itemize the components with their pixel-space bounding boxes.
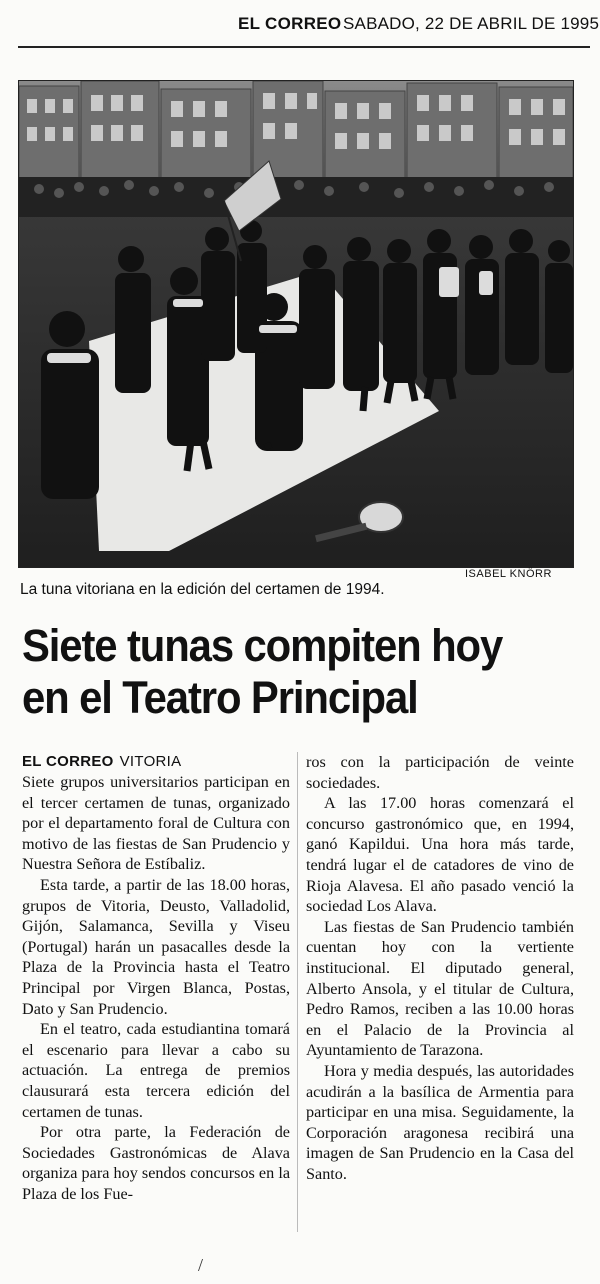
header-rule xyxy=(18,46,590,48)
article-column-left xyxy=(22,752,290,1204)
newspaper-brand: EL CORREO xyxy=(238,14,342,33)
headline xyxy=(22,620,543,724)
byline xyxy=(22,752,290,772)
paragraph: Por otra parte, la Federación de Sociedades Gastronómicas de Alava organiza para hoy sendos concursos en la Plaza de los Fue- xyxy=(22,1123,290,1203)
byline-city: VITORIA xyxy=(119,753,182,770)
page-header xyxy=(0,10,600,44)
paragraph: Hora y media después, las autoridades acudirán a la basílica de Armentia para participar en una misa. Seguidamente, la Corporación aragonesa recibirá una imagen de San Prudencio en la Casa del Santo. xyxy=(306,1061,574,1183)
news-photo xyxy=(18,80,574,568)
paragraph: Las fiestas de San Prudencio también cuentan hoy con la vertiente institucional. El diputado general, Alberto Ansola, y el titular de Cultura, Pedro Ramos, reciben a las 10.00 horas en el Palacio de la Provincia al Ayuntamiento de Tarazona. xyxy=(306,917,574,1060)
paragraph: A las 17.00 horas comenzará el concurso gastronómico que, en 1994, ganó Kapildui. Una hora más tarde, tendrá lugar el de catadores de vino de Rioja Alavesa. El año pasado venció la sociedad Los Alava. xyxy=(306,794,574,916)
column-divider xyxy=(297,752,298,1232)
paragraph: Esta tarde, a partir de las 18.00 horas, grupos de Vitoria, Deusto, Valladolid, Gijón, Salamanca, Sevilla y Viseu (Portugal) harán un pasacalles desde la Plaza de la Provincia hasta el Teatro Principal por Virgen Blanca, Postas, Dato y San Prudencio. xyxy=(22,875,290,1018)
scan-mark: / xyxy=(198,1255,204,1275)
photo-caption: La tuna vitoriana en la edición del certamen de 1994. xyxy=(20,581,385,598)
paragraph: Siete grupos universitarios participan en el tercer certamen de tunas, organizado por el departamento foral de Cultura con motivo de las fiestas de San Prudencio y Nuestra Señora de Estíbaliz. xyxy=(22,773,290,874)
photo-credit: ISABEL KNÖRR xyxy=(465,568,552,580)
issue-date: SABADO, 22 DE ABRIL DE 1995 xyxy=(343,14,600,33)
paragraph: ros con la participación de veinte sociedades. xyxy=(306,753,574,792)
byline-brand: EL CORREO xyxy=(22,753,114,770)
article-column-right xyxy=(306,752,574,1184)
paragraph: En el teatro, cada estudiantina tomará el escenario para llevar a cabo su actuación. La entrega de premios clausurará esta tercera edición del certamen de tunas. xyxy=(22,1020,290,1121)
photo-illustration xyxy=(19,81,573,567)
headline-line-2: en el Teatro Principal xyxy=(22,672,418,723)
headline-line-1: Siete tunas compiten hoy xyxy=(22,620,503,671)
